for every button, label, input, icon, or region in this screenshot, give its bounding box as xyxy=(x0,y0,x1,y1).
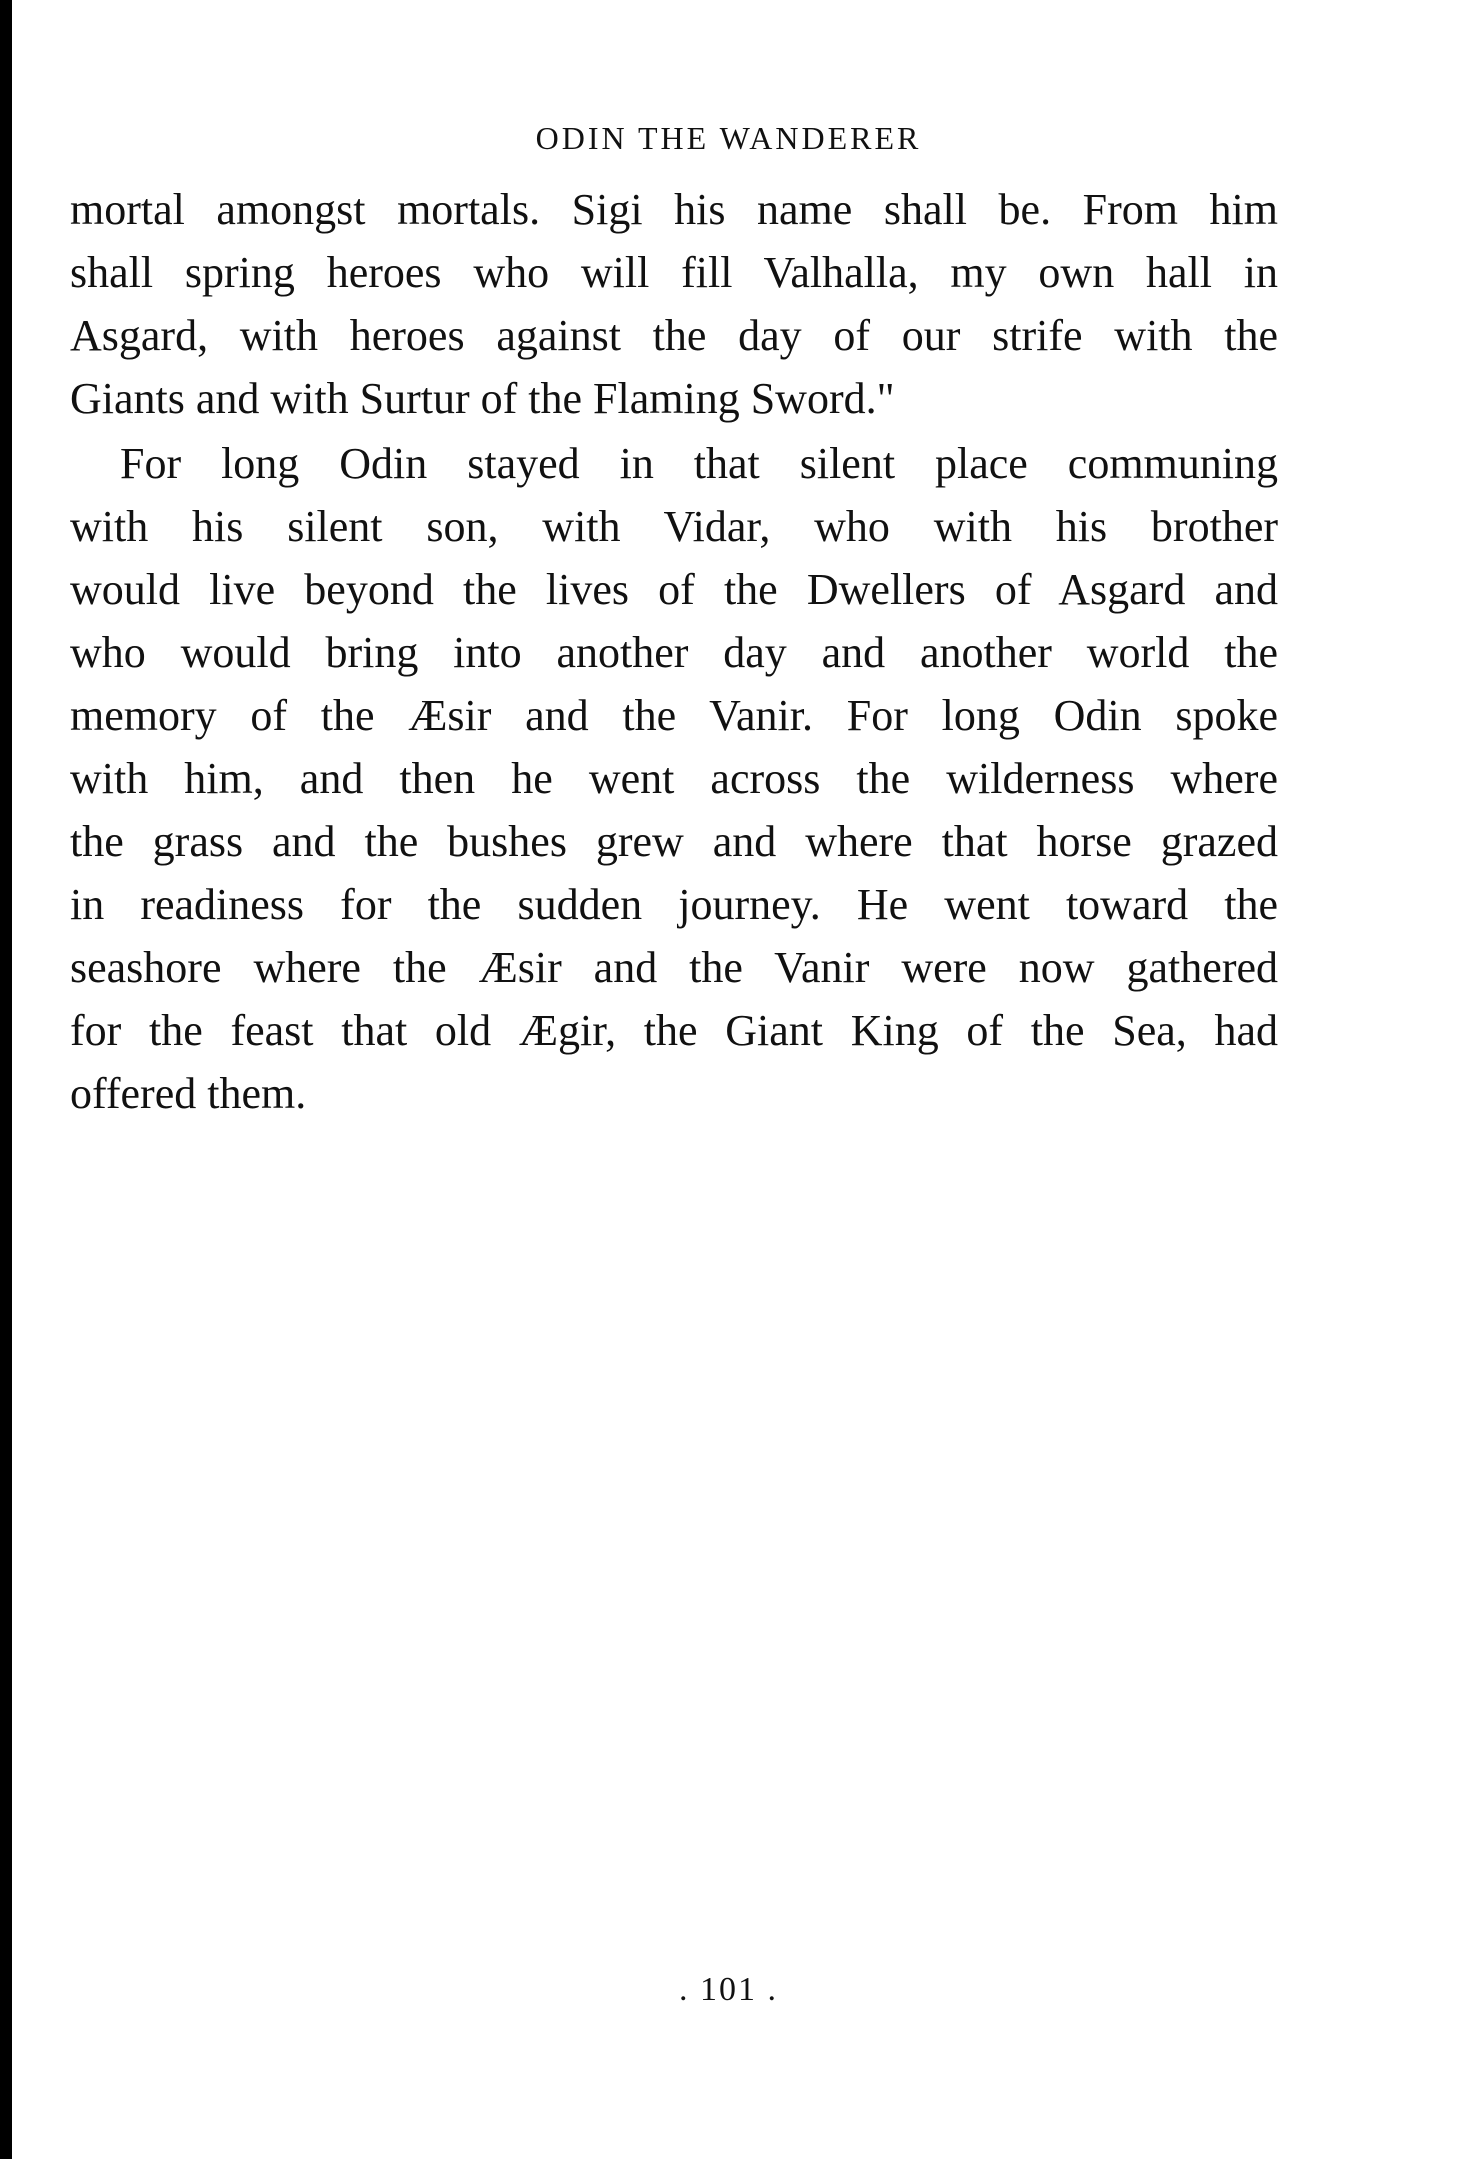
text-line: shall spring heroes who will fill Valhalla, my own hall in xyxy=(70,248,1278,297)
text-line: for the feast that old Ægir, the Giant King of the Sea, had xyxy=(70,1006,1278,1055)
text-line: with his silent son, with Vidar, who with his brother xyxy=(70,502,1278,551)
text-line: For long Odin stayed in that silent place communing xyxy=(120,439,1278,488)
text-line: with him, and then he went across the wilderness where xyxy=(70,754,1278,803)
text-line: Giants and with Surtur of the Flaming Sword." xyxy=(70,374,895,423)
running-head: ODIN THE WANDERER xyxy=(535,120,922,156)
page-number: . 101 . xyxy=(679,1971,778,2008)
text-line: who would bring into another day and another world the xyxy=(70,628,1278,677)
text-line: in readiness for the sudden journey. He went toward the xyxy=(70,880,1278,929)
text-line: seashore where the Æsir and the Vanir were now gathered xyxy=(70,943,1278,992)
text-line: memory of the Æsir and the Vanir. For long Odin spoke xyxy=(70,691,1278,740)
text-line: offered them. xyxy=(70,1069,307,1118)
text-line: mortal amongst mortals. Sigi his name shall be. From him xyxy=(70,185,1278,234)
text-line: would live beyond the lives of the Dwellers of Asgard and xyxy=(70,565,1278,614)
body-text xyxy=(70,178,1278,1125)
page-binding-shadow xyxy=(0,0,12,2159)
text-line: Asgard, with heroes against the day of our strife with the xyxy=(70,311,1278,360)
text-line: the grass and the bushes grew and where that horse grazed xyxy=(70,817,1278,866)
